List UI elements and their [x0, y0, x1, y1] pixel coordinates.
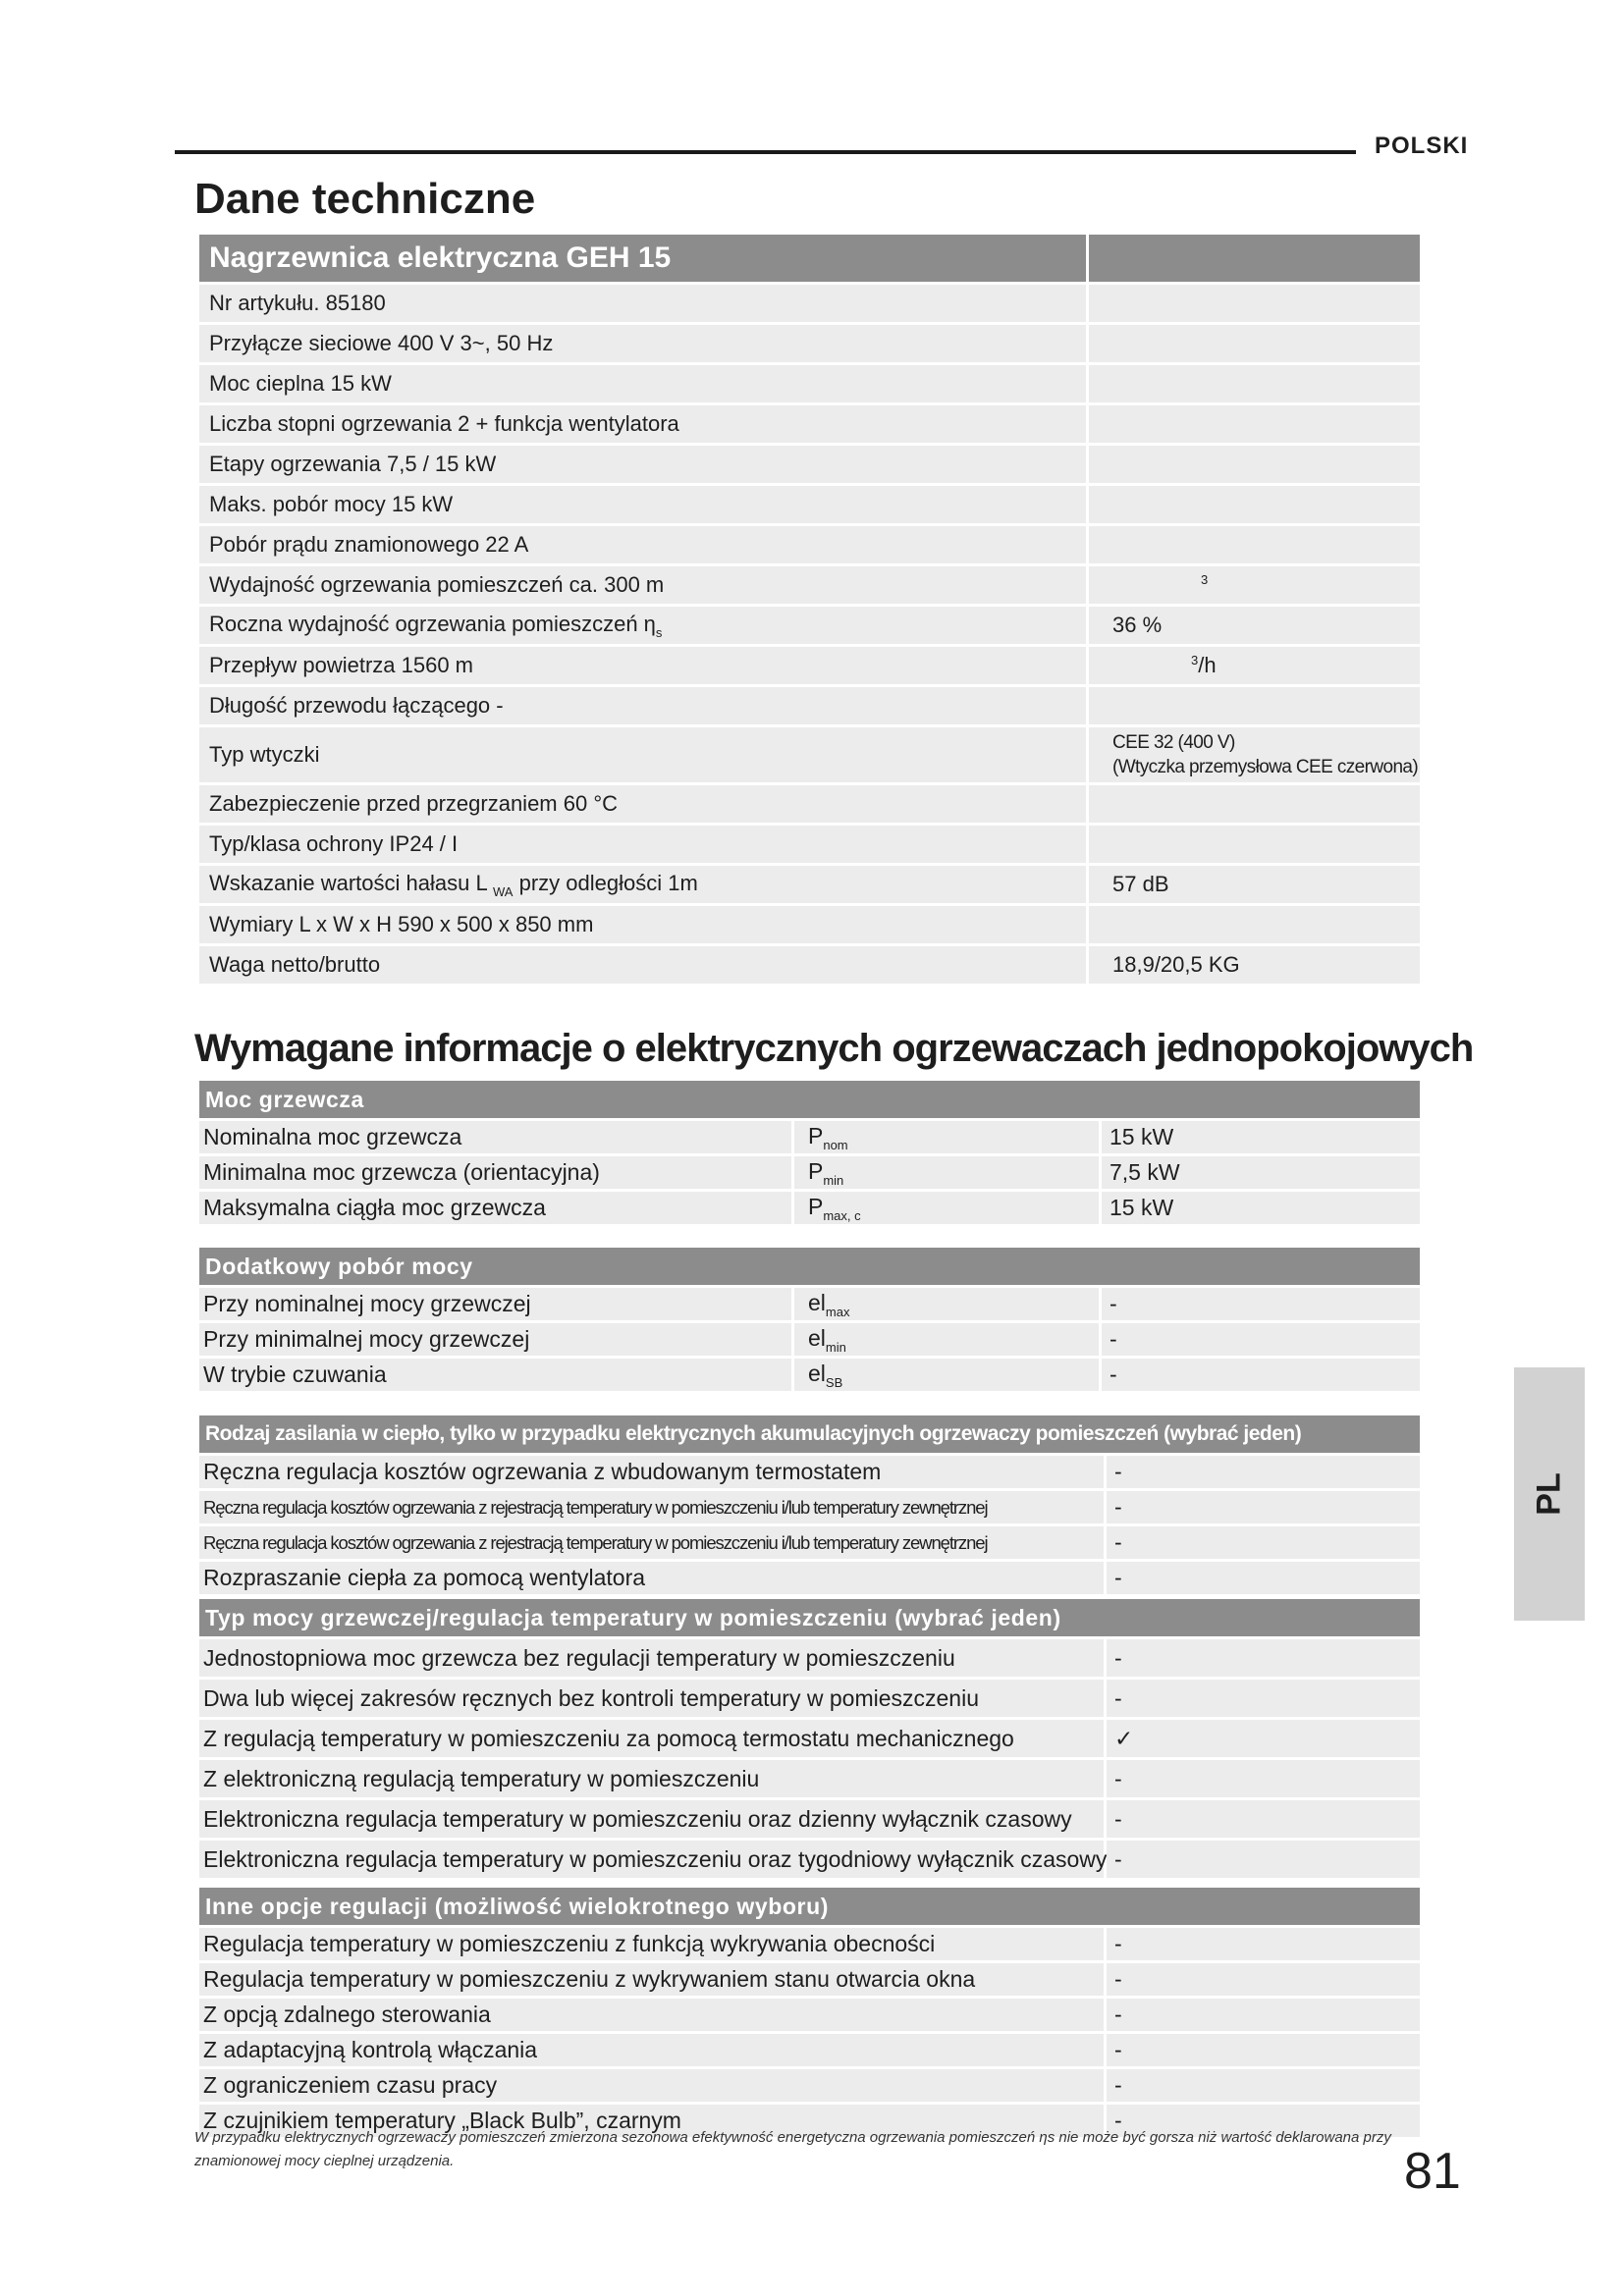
row-value: - [1104, 1928, 1420, 1960]
row-label: Ręczna regulacja kosztów ogrzewania z wbudowanym termostatem [199, 1456, 1104, 1488]
other-options-table [199, 1885, 1420, 2140]
row-label: Z ograniczeniem czasu pracy [199, 2069, 1104, 2102]
row-label: Z opcją zdalnego sterowania [199, 1999, 1104, 2031]
row-label: Z czujnikiem temperatury „Black Bulb”, czarnym [199, 2105, 1104, 2137]
control-type-table [199, 1596, 1420, 1881]
technical-data-table [199, 232, 1420, 987]
heat-output-table [199, 1078, 1420, 1227]
table-header-row [199, 235, 1420, 282]
row-label: Etapy ogrzewania 7,5 / 15 kW [199, 446, 1086, 483]
row-label: Z elektroniczną regulacją temperatury w pomieszczeniu [199, 1760, 1104, 1797]
row-label: Z regulacją temperatury w pomieszczeniu za pomocą termostatu mechanicznego [199, 1720, 1104, 1757]
row-value: 7,5 kW [1099, 1156, 1420, 1189]
table-row [199, 1928, 1420, 1960]
row-value: 15 kW [1099, 1192, 1420, 1224]
table-row [199, 1720, 1420, 1757]
row-value: - [1099, 1288, 1420, 1320]
header-rule [175, 150, 1356, 154]
row-value: - [1104, 2105, 1420, 2137]
table-row [199, 1288, 1420, 1320]
row-label: Długość przewodu łączącego - [199, 687, 1086, 724]
row-label: Elektroniczna regulacja temperatury w pomieszczeniu oraz tygodniowy wyłącznik czasowy [199, 1841, 1104, 1878]
row-value: - [1104, 1963, 1420, 1996]
table-row [199, 866, 1420, 903]
row-symbol: $el_{SB}$ [791, 1359, 1099, 1391]
table-row [199, 1680, 1420, 1717]
row-label: Z adaptacyjną kontrolą włączania [199, 2034, 1104, 2066]
row-label: Rozpraszanie ciepła za pomocą wentylatora [199, 1562, 1104, 1594]
row-label: Zabezpieczenie przed przegrzaniem 60 °C [199, 785, 1086, 823]
row-value: - [1099, 1323, 1420, 1356]
checkmark-icon: ✓ [1104, 1720, 1420, 1757]
row-label: Jednostopniowa moc grzewcza bez regulacji temperatury w pomieszczeniu [199, 1639, 1104, 1677]
row-value: - [1104, 1639, 1420, 1677]
row-label: Wydajność ogrzewania pomieszczeń ca. 300 m [199, 566, 1086, 604]
row-value: - [1104, 1526, 1420, 1559]
table-row [199, 1491, 1420, 1523]
row-label: Typ wtyczki [199, 727, 1086, 782]
row-label: Waga netto/brutto [199, 946, 1086, 984]
row-label: Roczna wydajność ogrzewania pomieszczeń $\eta_s$ [199, 607, 1086, 644]
row-value [1086, 405, 1420, 443]
row-label: Minimalna moc grzewcza (orientacyjna) [199, 1156, 791, 1189]
section-heading: Typ mocy grzewczej/regulacja temperatury w pomieszczeniu (wybrać jeden) [199, 1599, 1420, 1636]
section-heading: Inne opcje regulacji (możliwość wielokrotnego wyboru) [199, 1888, 1420, 1925]
table-row [199, 785, 1420, 823]
table-row [199, 1760, 1420, 1797]
table-row [199, 1526, 1420, 1559]
row-symbol: $P_{nom}$ [791, 1121, 1099, 1153]
table-row [199, 1800, 1420, 1838]
section-heading: Rodzaj zasilania w ciepło, tylko w przypadku elektrycznych akumulacyjnych ogrzewaczy pomieszczeń (wybrać jeden) [199, 1415, 1420, 1453]
table-heading: Nagrzewnica elektryczna GEH 15 [199, 235, 1086, 282]
row-value: - [1104, 1680, 1420, 1717]
row-label: Liczba stopni ogrzewania 2 + funkcja wentylatora [199, 405, 1086, 443]
row-value: - [1104, 2034, 1420, 2066]
row-value: - [1104, 1841, 1420, 1878]
table-row [199, 647, 1420, 684]
row-symbol: $el_{max}$ [791, 1288, 1099, 1320]
table-row [199, 687, 1420, 724]
row-label: Przyłącze sieciowe 400 V 3~, 50 Hz [199, 325, 1086, 362]
table-row [199, 1841, 1420, 1878]
section-heading: Dodatkowy pobór mocy [199, 1248, 1420, 1285]
row-value: - [1104, 1562, 1420, 1594]
row-label: Ręczna regulacja kosztów ogrzewania z rejestracją temperatury w pomieszczeniu i/lub temperatury zewnętrznej [199, 1526, 1104, 1559]
table-row [199, 1999, 1420, 2031]
row-label: Przy minimalnej mocy grzewczej [199, 1323, 791, 1356]
row-label: Maks. pobór mocy 15 kW [199, 486, 1086, 523]
row-value [1086, 566, 1420, 604]
table-row [199, 526, 1420, 563]
row-value: - [1104, 1456, 1420, 1488]
row-label: Wskazanie wartości hałasu L $_{WA}$ przy odległości 1m [199, 866, 1086, 903]
erp-section-title: Wymagane informacje o elektrycznych ogrzewaczach jednopokojowych [194, 1027, 1474, 1070]
section-heading: Moc grzewcza [199, 1081, 1420, 1118]
table-row [199, 285, 1420, 322]
table-row [199, 1156, 1420, 1189]
row-value [1086, 486, 1420, 523]
table-row [199, 1359, 1420, 1391]
row-value [1086, 446, 1420, 483]
footnote: W przypadku elektrycznych ogrzewaczy pomieszczeń zmierzona sezonowa efektywność energetyczna ogrzewania pomieszczeń ηs nie może być gorsza niż wartość deklarowana przy znamionowej mocy cieplnej urządzenia. [194, 2129, 1391, 2169]
row-symbol: $P_{max, c}$ [791, 1192, 1099, 1224]
row-value [1086, 906, 1420, 943]
superscript: 3 [1201, 572, 1209, 587]
row-label: Wymiary L x W x H 590 x 500 x 850 mm [199, 906, 1086, 943]
row-value: - [1104, 1491, 1420, 1523]
table-row [199, 906, 1420, 943]
table-heading-blank [1086, 235, 1420, 282]
table-row [199, 365, 1420, 402]
row-value [1086, 785, 1420, 823]
row-label: Przepływ powietrza 1560 m [199, 647, 1086, 684]
table-row [199, 1963, 1420, 1996]
table-row [199, 486, 1420, 523]
row-label: Regulacja temperatury w pomieszczeniu z funkcją wykrywania obecności [199, 1928, 1104, 1960]
language-label: POLSKI [1375, 133, 1469, 159]
row-label: Regulacja temperatury w pomieszczeniu z wykrywaniem stanu otwarcia okna [199, 1963, 1104, 1996]
row-label: Pobór prądu znamionowego 22 A [199, 526, 1086, 563]
row-label: Elektroniczna regulacja temperatury w pomieszczeniu oraz dzienny wyłącznik czasowy [199, 1800, 1104, 1838]
row-value: 57 dB [1086, 866, 1420, 903]
table-row [199, 946, 1420, 984]
row-label: Dwa lub więcej zakresów ręcznych bez kontroli temperatury w pomieszczeniu [199, 1680, 1104, 1717]
table-row [199, 1562, 1420, 1594]
row-value: 15 kW [1099, 1121, 1420, 1153]
page-title: Dane techniczne [194, 175, 536, 223]
row-label: Nr artykułu. 85180 [199, 285, 1086, 322]
row-value: - [1099, 1359, 1420, 1391]
page-number: 81 [1404, 2143, 1461, 2200]
row-value [1086, 687, 1420, 724]
language-side-tab [1514, 1367, 1585, 1621]
row-value [1086, 325, 1420, 362]
table-row [199, 1192, 1420, 1224]
row-value: - [1104, 1800, 1420, 1838]
row-value [1086, 365, 1420, 402]
row-value: $^3$/h [1086, 647, 1420, 684]
table-row [199, 1323, 1420, 1356]
table-row [199, 2034, 1420, 2066]
row-label: Nominalna moc grzewcza [199, 1121, 791, 1153]
row-value: - [1104, 1999, 1420, 2031]
row-value [1086, 285, 1420, 322]
table-row [199, 2069, 1420, 2102]
table-row [199, 446, 1420, 483]
row-label: W trybie czuwania [199, 1359, 791, 1391]
table-row [199, 607, 1420, 644]
table-row [199, 727, 1420, 782]
side-tab-label: PL [1530, 1472, 1568, 1516]
row-symbol: $P_{min}$ [791, 1156, 1099, 1189]
row-value [1086, 826, 1420, 863]
table-row [199, 1121, 1420, 1153]
row-symbol: $el_{min}$ [791, 1323, 1099, 1356]
row-value: - [1104, 1760, 1420, 1797]
row-value: 18,9/20,5 KG [1086, 946, 1420, 984]
table-row [199, 826, 1420, 863]
row-value: CEE 32 (400 V) (Wtyczka przemysłowa CEE czerwona) [1086, 727, 1420, 782]
table-row [199, 405, 1420, 443]
row-label: Typ/klasa ochrony IP24 / I [199, 826, 1086, 863]
table-row [199, 1456, 1420, 1488]
aux-power-table [199, 1245, 1420, 1394]
heat-input-table [199, 1413, 1420, 1597]
row-value: 36 % [1086, 607, 1420, 644]
row-label: Moc cieplna 15 kW [199, 365, 1086, 402]
table-row [199, 1639, 1420, 1677]
row-label: Przy nominalnej mocy grzewczej [199, 1288, 791, 1320]
row-label: Maksymalna ciągła moc grzewcza [199, 1192, 791, 1224]
table-row [199, 566, 1420, 604]
row-value: - [1104, 2069, 1420, 2102]
row-label: Ręczna regulacja kosztów ogrzewania z rejestracją temperatury w pomieszczeniu i/lub temperatury zewnętrznej [199, 1491, 1104, 1523]
table-row [199, 325, 1420, 362]
row-value [1086, 526, 1420, 563]
